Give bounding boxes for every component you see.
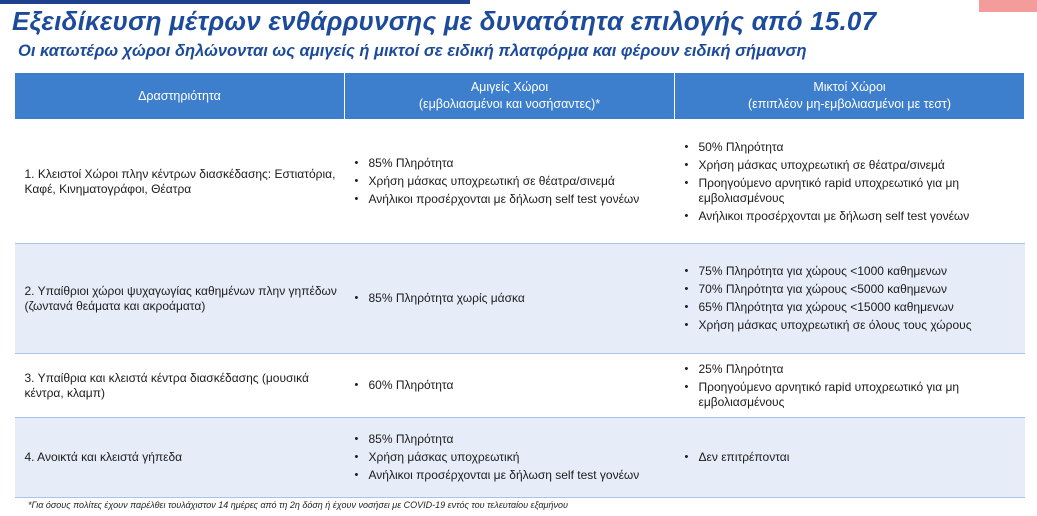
mixed-cell <box>675 120 1025 244</box>
list-item: • Ανήλικοι προσέρχονται με δήλωση self test γονέων <box>351 192 669 207</box>
table-row <box>15 120 1025 244</box>
activity-cell: 4. Ανοικτά και κλειστά γήπεδα <box>15 418 345 498</box>
mixed-cell <box>675 354 1025 418</box>
list-item: • Χρήση μάσκας υποχρεωτική σε όλους τους χώρους <box>681 318 1019 333</box>
list-item: • Δεν επιτρέπονται <box>681 450 1019 465</box>
pure-cell <box>345 418 675 498</box>
list-item: • Χρήση μάσκας υποχρεωτική <box>351 450 669 465</box>
list-item: • 70% Πληρότητα για χώρους <5000 καθημενων <box>681 282 1019 297</box>
list-item: • 85% Πληρότητα χωρίς μάσκα <box>351 291 669 306</box>
list-item: • Χρήση μάσκας υποχρεωτική σε θέατρα/σινεμά <box>351 174 669 189</box>
table-header-row <box>15 73 1025 120</box>
slide-title: Εξειδίκευση μέτρων ενθάρρυνσης με δυνατότητα επιλογής από 15.07 <box>12 6 877 36</box>
top-accent-bar <box>0 0 470 4</box>
list-item: • Χρήση μάσκας υποχρεωτική σε θέατρα/σινεμά <box>681 158 1019 173</box>
list-item: • Προηγούμενο αρνητικό rapid υποχρεωτικό για μη εμβολιασμένους <box>681 176 1019 206</box>
list-item: • 50% Πληρότητα <box>681 140 1019 155</box>
mixed-cell <box>675 418 1025 498</box>
list-item: • 60% Πληρότητα <box>351 378 669 393</box>
table-row <box>15 354 1025 418</box>
activity-cell: 2. Υπαίθριοι χώροι ψυχαγωγίας καθημένων πλην γηπέδων (ζωντανά θεάματα και ακροάματα) <box>15 244 345 354</box>
header-mixed-label: Μικτοί Χώροι <box>813 80 886 94</box>
list-item: • 75% Πληρότητα για χώρους <1000 καθημενων <box>681 264 1019 279</box>
activity-cell: 3. Υπαίθρια και κλειστά κέντρα διασκέδασης (μουσικά κέντρα, κλαμπ) <box>15 354 345 418</box>
pure-cell <box>345 120 675 244</box>
header-mixed-sublabel: (επιπλέον μη-εμβολιασμένοι με τεστ) <box>747 97 952 111</box>
footnote: *Για όσους πολίτες έχουν παρέλθει τουλάχιστον 14 ημέρες από τη 2η δόση ή έχουν νοσήσει με COVID-19 εντός του τελευταίου εξαμήνου <box>28 500 568 510</box>
slide-subtitle: Οι κατωτέρω χώροι δηλώνονται ως αμιγείς ή μικτοί σε ειδική πλατφόρμα και φέρουν ειδική σήμανση <box>18 42 807 60</box>
table-row <box>15 418 1025 498</box>
list-item: • Ανήλικοι προσέρχονται με δήλωση self test γονέων <box>681 209 1019 224</box>
list-item: • Προηγούμενο αρνητικό rapid υποχρεωτικό για μη εμβολιασμένους <box>681 380 1019 410</box>
header-pure-spaces <box>345 73 675 120</box>
pure-cell <box>345 354 675 418</box>
header-activity-label: Δραστηριότητα <box>138 88 221 103</box>
list-item: • 25% Πληρότητα <box>681 362 1019 377</box>
table-row <box>15 244 1025 354</box>
activity-cell: 1. Κλειστοί Χώροι πλην κέντρων διασκέδασης: Εστιατόρια, Καφέ, Κινηματογράφοι, Θέατρα <box>15 120 345 244</box>
list-item: • 85% Πληρότητα <box>351 432 669 447</box>
mixed-cell <box>675 244 1025 354</box>
list-item: • 85% Πληρότητα <box>351 156 669 171</box>
pure-cell <box>345 244 675 354</box>
header-pure-label: Αμιγείς Χώροι <box>470 80 549 94</box>
list-item: • 65% Πληρότητα για χώρους <15000 καθημενων <box>681 300 1019 315</box>
header-activity <box>15 73 345 120</box>
header-pure-sublabel: (εμβολιασμένοι και νοσήσαντες)* <box>418 97 601 111</box>
list-item: • Ανήλικοι προσέρχονται με δήλωση self test γονέων <box>351 468 669 483</box>
header-mixed-spaces <box>675 73 1025 120</box>
measures-table <box>14 72 1025 498</box>
